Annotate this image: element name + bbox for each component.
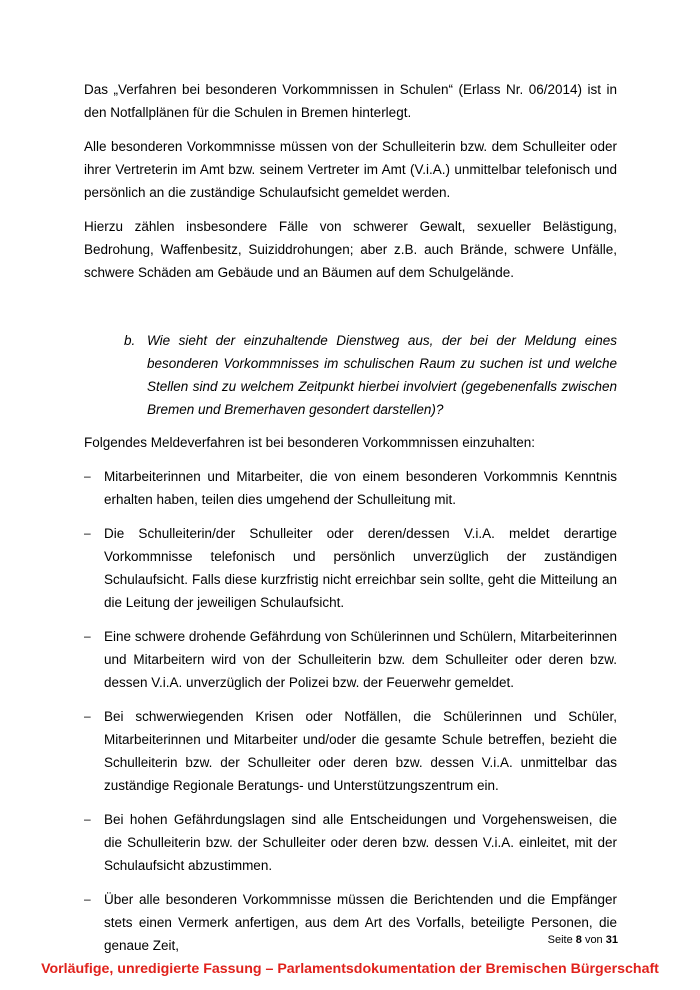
dash-bullet-icon: –	[84, 526, 91, 540]
page-number-total: 31	[605, 934, 618, 946]
page-number-prefix: Seite	[547, 934, 573, 946]
page-number-current: 8	[575, 934, 582, 946]
procedure-list	[84, 465, 617, 957]
list-item-text: Bei schwerwiegenden Krisen oder Notfällen, die Schülerinnen und Schüler, Mitarbeiterinnen und Mitarbeiter und/oder die gesamte Schule betreffen, bezieht die Schulleiterin bzw. der Schulleiter oder deren bzw. dessen V.i.A. unmittelbar das zuständige Regionale Beratungs- und Unterstützungszentrum ein.	[104, 709, 617, 793]
draft-footer: Vorläufige, unredigierte Fassung – Parlamentsdokumentation der Bremischen Bürgerschaft	[41, 961, 659, 977]
document-body	[84, 78, 617, 968]
list-item-text: Bei hohen Gefährdungslagen sind alle Entscheidungen und Vorgehensweisen, die die Schulleiterin bzw. der Schulleiter oder deren bzw. dessen V.i.A. einleitet, mit der Schulaufsicht abzustimmen.	[104, 812, 617, 873]
dash-bullet-icon: –	[84, 469, 91, 483]
dash-bullet-icon: –	[84, 709, 91, 723]
list-item	[84, 888, 617, 957]
dash-bullet-icon: –	[84, 629, 91, 643]
list-item-text: Eine schwere drohende Gefährdung von Schülerinnen und Schülern, Mitarbeiterinnen und Mitarbeitern wird von der Schulleiterin bzw. dem Schulleiter oder deren bzw. dessen V.i.A. unverzüglich der Polizei bzw. der Feuerwehr gemeldet.	[104, 629, 617, 690]
paragraph-meldepflicht: Alle besonderen Vorkommnisse müssen von der Schulleiterin bzw. dem Schulleiter oder ihrer Vertreterin im Amt bzw. seinem Vertreter im Amt (V.i.A.) unmittelbar telefonisch und persönlich an die zuständige Schulaufsicht gemeldet werden.	[84, 139, 617, 200]
list-item	[84, 522, 617, 614]
list-item-text: Mitarbeiterinnen und Mitarbeiter, die von einem besonderen Vorkommnis Kenntnis erhalten haben, teilen dies umgehend der Schulleitung mit.	[104, 469, 617, 507]
list-item	[84, 808, 617, 877]
dash-bullet-icon: –	[84, 812, 91, 826]
dash-bullet-icon: –	[84, 892, 91, 906]
list-item	[84, 465, 617, 511]
question-label: b.	[124, 333, 136, 348]
procedure-intro: Folgendes Meldeverfahren ist bei besonderen Vorkommnissen einzuhalten:	[84, 435, 536, 450]
paragraph-faelle: Hierzu zählen insbesondere Fälle von schwerer Gewalt, sexueller Belästigung, Bedrohung, Waffenbesitz, Suiziddrohungen; aber z.B. auch Brände, schwere Unfälle, schwere Schäden am Gebäude und an Bäumen auf dem Schulgelände.	[84, 219, 617, 280]
spacer	[84, 295, 617, 329]
question-b	[124, 329, 617, 421]
list-item	[84, 625, 617, 694]
page-number	[548, 934, 618, 946]
list-item-text: Über alle besonderen Vorkommnisse müssen die Berichtenden und die Empfänger stets einen Vermerk anfertigen, aus dem Art des Vorfalls, beteiligte Personen, die genaue Zeit,	[104, 892, 617, 953]
list-item	[84, 705, 617, 797]
question-text: Wie sieht der einzuhaltende Dienstweg aus, der bei der Meldung eines besonderen Vorkommnisses im schulischen Raum zu suchen ist und welche Stellen sind zu welchem Zeitpunkt hierbei involviert (gegebenenfalls zwischen Bremen und Bremerhaven gesondert darstellen)?	[147, 333, 617, 417]
page-number-separator: von	[584, 934, 603, 946]
paragraph-erlass: Das „Verfahren bei besonderen Vorkommnissen in Schulen“ (Erlass Nr. 06/2014) ist in den Notfallplänen für die Schulen in Bremen hinterlegt.	[84, 82, 617, 120]
list-item-text: Die Schulleiterin/der Schulleiter oder deren/dessen V.i.A. meldet derartige Vorkommnisse telefonisch und persönlich unverzüglich der zuständigen Schulaufsicht. Falls diese kurzfristig nicht erreichbar sein sollte, geht die Mitteilung an die Leitung der jeweiligen Schulaufsicht.	[104, 526, 617, 610]
